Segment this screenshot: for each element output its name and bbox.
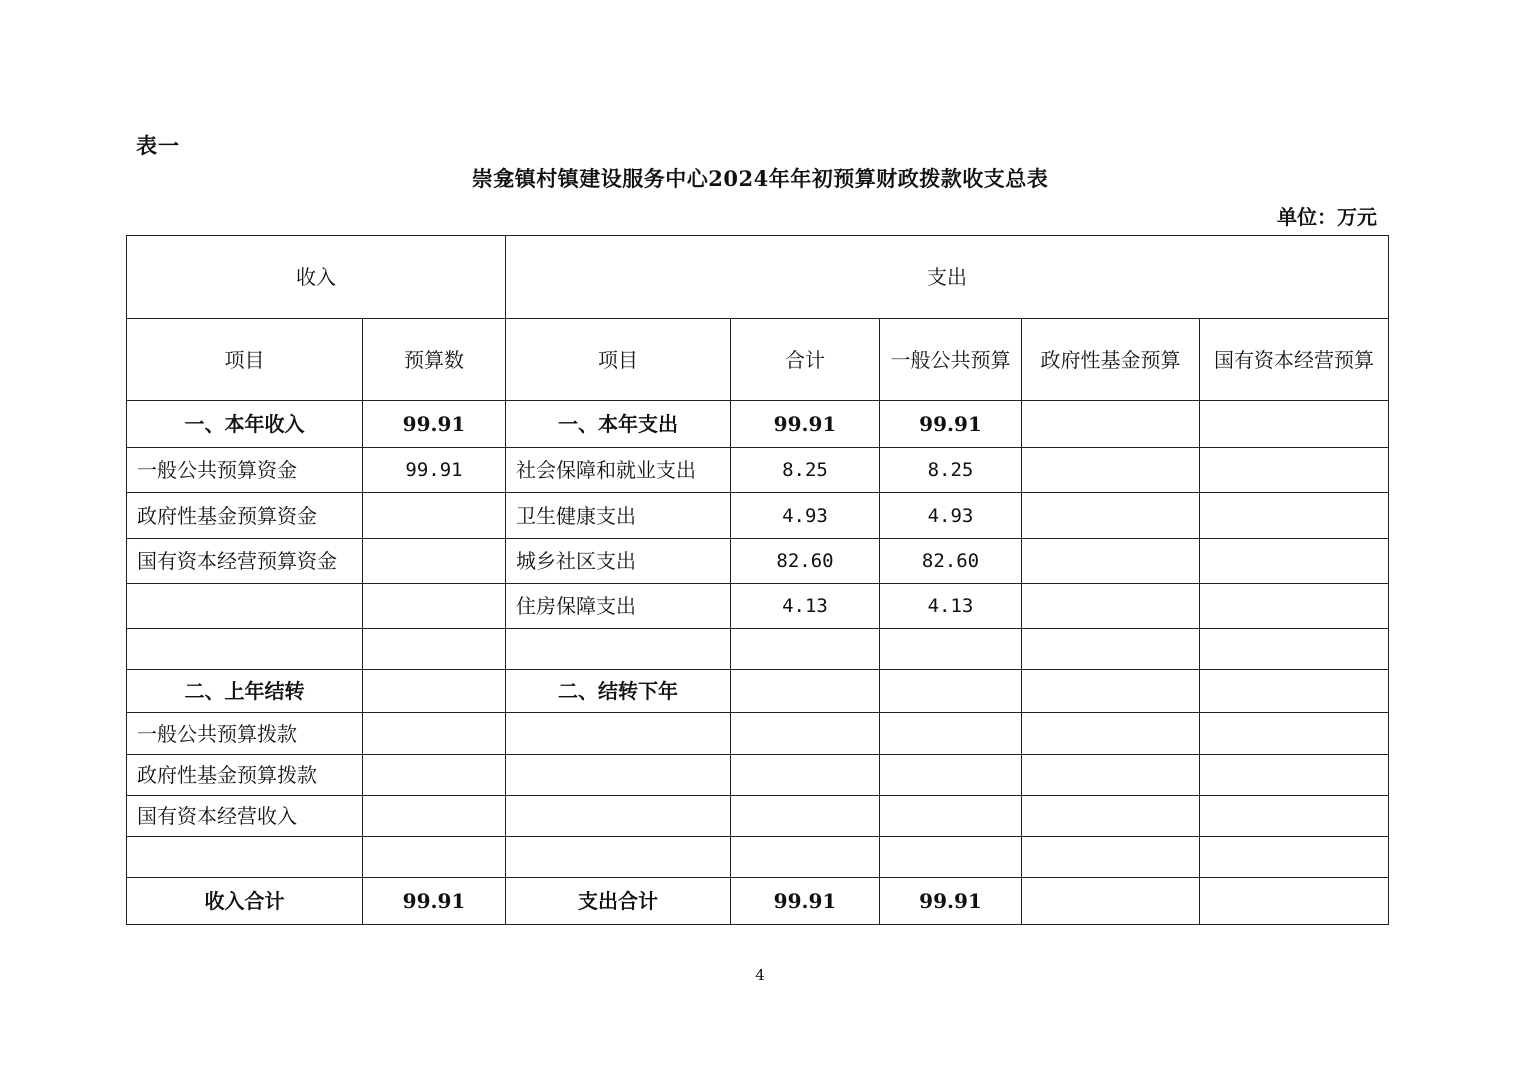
expense-total-cell [731,837,880,878]
expense-total-label: 支出合计 [506,878,731,925]
page-number: 4 [755,966,765,984]
table-row [127,629,1389,670]
income-budget-cell [363,837,506,878]
general-budget-cell: 8.25 [880,448,1022,493]
general-budget-cell: 4.13 [880,584,1022,629]
general-budget-cell [880,755,1022,796]
gov-fund-cell [1022,713,1200,755]
expense-total-cell: 99.91 [731,401,880,448]
gov-fund-cell [1022,670,1200,713]
income-budget-cell [363,493,506,539]
income-item-cell: 一、本年收入 [127,401,363,448]
gov-fund-cell [1022,539,1200,584]
income-budget-cell: 99.91 [363,401,506,448]
col-header-total: 合计 [731,319,880,401]
general-budget-cell [880,837,1022,878]
income-budget-cell [363,670,506,713]
income-item-cell: 国有资本经营收入 [127,796,363,837]
income-total-value: 99.91 [363,878,506,925]
state-capital-cell [1200,629,1389,670]
table-row [127,493,1389,539]
expense-item-cell [506,796,731,837]
state-capital-cell [1200,584,1389,629]
state-capital-cell [1200,837,1389,878]
table-row [127,837,1389,878]
income-budget-cell [363,713,506,755]
table-label: 表一 [136,133,180,158]
general-budget-cell: 99.91 [880,401,1022,448]
general-budget-total-value: 99.91 [880,878,1022,925]
state-capital-cell [1200,796,1389,837]
expense-item-cell: 社会保障和就业支出 [506,448,731,493]
expense-item-cell: 城乡社区支出 [506,539,731,584]
state-capital-cell [1200,755,1389,796]
expense-total-cell [731,755,880,796]
col-header-gov-fund-budget: 政府性基金预算 [1022,319,1200,401]
gov-fund-cell [1022,878,1200,925]
income-item-cell: 国有资本经营预算资金 [127,539,363,584]
expense-item-cell [506,629,731,670]
col-header-state-capital-budget: 国有资本经营预算 [1200,319,1389,401]
gov-fund-cell [1022,837,1200,878]
general-budget-cell [880,713,1022,755]
expense-item-cell: 卫生健康支出 [506,493,731,539]
group-header-row [127,236,1389,319]
table-row [127,670,1389,713]
general-budget-cell [880,796,1022,837]
state-capital-cell [1200,670,1389,713]
income-budget-cell [363,584,506,629]
gov-fund-cell [1022,584,1200,629]
col-header-income-item: 项目 [127,319,363,401]
table-row-totals [127,878,1389,925]
general-budget-cell [880,629,1022,670]
expense-total-cell: 8.25 [731,448,880,493]
income-item-cell [127,584,363,629]
expense-total-cell: 82.60 [731,539,880,584]
expense-total-cell [731,796,880,837]
table-row [127,796,1389,837]
document-title: 崇龛镇村镇建设服务中心2024年年初预算财政拨款收支总表 [471,166,1049,191]
table-row [127,755,1389,796]
column-header-row [127,319,1389,401]
income-item-cell: 一般公共预算拨款 [127,713,363,755]
gov-fund-cell [1022,448,1200,493]
general-budget-cell: 82.60 [880,539,1022,584]
state-capital-cell [1200,539,1389,584]
income-item-cell [127,837,363,878]
income-budget-cell [363,629,506,670]
gov-fund-cell [1022,755,1200,796]
income-item-cell: 二、上年结转 [127,670,363,713]
table-row [127,539,1389,584]
gov-fund-cell [1022,629,1200,670]
general-budget-cell: 4.93 [880,493,1022,539]
income-item-cell: 政府性基金预算资金 [127,493,363,539]
income-budget-cell [363,796,506,837]
table-row [127,401,1389,448]
expense-item-cell [506,755,731,796]
income-group-header: 收入 [127,236,506,319]
gov-fund-cell [1022,796,1200,837]
expense-total-cell: 4.93 [731,493,880,539]
expense-total-value: 99.91 [731,878,880,925]
state-capital-cell [1200,401,1389,448]
income-budget-cell: 99.91 [363,448,506,493]
income-item-cell: 一般公共预算资金 [127,448,363,493]
state-capital-cell [1200,448,1389,493]
col-header-expense-item: 项目 [506,319,731,401]
table-row [127,584,1389,629]
table-row [127,448,1389,493]
unit-label: 单位：万元 [1277,205,1377,229]
gov-fund-cell [1022,401,1200,448]
income-total-label: 收入合计 [127,878,363,925]
income-item-cell: 政府性基金预算拨款 [127,755,363,796]
expense-total-cell [731,670,880,713]
state-capital-cell [1200,713,1389,755]
expense-item-cell: 一、本年支出 [506,401,731,448]
state-capital-cell [1200,493,1389,539]
expense-item-cell [506,837,731,878]
expense-total-cell [731,713,880,755]
state-capital-cell [1200,878,1389,925]
expense-group-header: 支出 [506,236,1389,319]
expense-item-cell: 住房保障支出 [506,584,731,629]
gov-fund-cell [1022,493,1200,539]
income-budget-cell [363,755,506,796]
table-row [127,713,1389,755]
expense-item-cell: 二、结转下年 [506,670,731,713]
income-item-cell [127,629,363,670]
expense-total-cell: 4.13 [731,584,880,629]
col-header-income-budget: 预算数 [363,319,506,401]
expense-item-cell [506,713,731,755]
col-header-general-budget: 一般公共预算 [880,319,1022,401]
budget-summary-table [126,235,1389,925]
income-budget-cell [363,539,506,584]
general-budget-cell [880,670,1022,713]
expense-total-cell [731,629,880,670]
